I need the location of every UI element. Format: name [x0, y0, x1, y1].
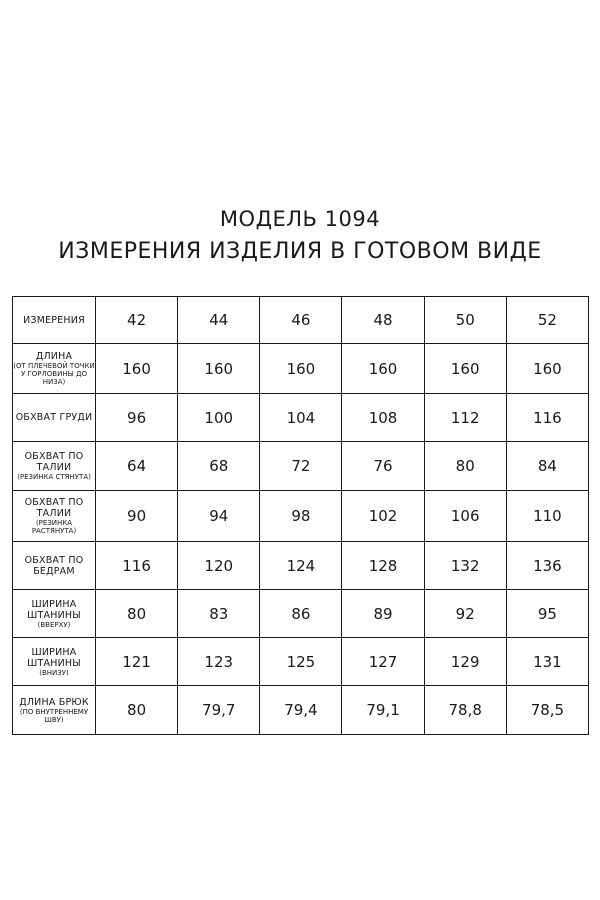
measurement-value-cell: 116	[506, 394, 588, 442]
measurement-label: ОБХВАТ ПО ТАЛИИ	[24, 497, 84, 519]
measurement-value-cell: 78,5	[506, 686, 588, 735]
measurement-value-cell: 132	[424, 542, 506, 590]
measurement-value-cell: 108	[342, 394, 424, 442]
measurement-value-cell: 92	[424, 590, 506, 638]
measurement-value-cell: 106	[424, 491, 506, 542]
measurement-row	[13, 638, 589, 686]
table-heading: ИЗМЕРЕНИЯ ИЗДЕЛИЯ В ГОТОВОМ ВИДЕ	[58, 239, 542, 264]
measurement-value-cell: 160	[260, 344, 342, 394]
measurement-value-cell: 64	[96, 442, 178, 491]
measurement-value-cell: 80	[424, 442, 506, 491]
measurement-label: ШИРИНА ШТАНИНЫ	[27, 598, 81, 621]
measurement-value-cell: 96	[96, 394, 178, 442]
measurement-note: (РЕЗИНКА СТЯНУТА)	[17, 473, 91, 481]
measurement-value-cell: 160	[96, 344, 178, 394]
measurement-value-cell: 95	[506, 590, 588, 638]
measurement-row	[13, 442, 589, 491]
measurement-value-cell: 80	[96, 590, 178, 638]
measurement-value-cell: 94	[178, 491, 260, 542]
header-row	[13, 297, 589, 344]
measurement-value-cell: 160	[178, 344, 260, 394]
measurement-note: (ВНИЗУ)	[39, 668, 69, 677]
measurement-note: (ПО ВНУТРЕННЕМУ ШВУ)	[19, 707, 89, 724]
measurement-label-cell	[13, 638, 96, 686]
measurement-note: (ВВЕРХУ)	[37, 620, 71, 629]
header-label-cell	[13, 297, 96, 344]
size-header-cell: 52	[506, 297, 588, 344]
measurement-value-cell: 72	[260, 442, 342, 491]
measurement-label: ДЛИНА	[35, 351, 73, 362]
measurement-label-cell	[13, 686, 96, 735]
measurement-value-cell: 127	[342, 638, 424, 686]
measurement-value-cell: 131	[506, 638, 588, 686]
measurement-label-cell	[13, 394, 96, 442]
measurement-value-cell: 121	[96, 638, 178, 686]
measurement-label-cell	[13, 590, 96, 638]
measurement-value-cell: 125	[260, 638, 342, 686]
measurement-value-cell: 104	[260, 394, 342, 442]
measurement-value-cell: 124	[260, 542, 342, 590]
measurement-label: ШИРИНА ШТАНИНЫ	[27, 646, 81, 669]
measurement-value-cell: 136	[506, 542, 588, 590]
measurement-value-cell: 100	[178, 394, 260, 442]
measurement-label-cell	[13, 542, 96, 590]
measurement-note: (РЕЗИНКА РАСТЯНУТА)	[31, 519, 77, 535]
measurement-row	[13, 491, 589, 542]
measurement-label: ОБХВАТ ПО БЕДРАМ	[24, 554, 84, 577]
measurement-value-cell: 78,8	[424, 686, 506, 735]
model-title: МОДЕЛЬ 1094	[219, 207, 381, 231]
measurement-row	[13, 686, 589, 735]
measurement-value-cell: 123	[178, 638, 260, 686]
measurement-value-cell: 84	[506, 442, 588, 491]
measurement-value-cell: 76	[342, 442, 424, 491]
measurement-value-cell: 102	[342, 491, 424, 542]
measurement-value-cell: 112	[424, 394, 506, 442]
size-header-cell: 48	[342, 297, 424, 344]
measurement-value-cell: 160	[342, 344, 424, 394]
measurement-value-cell: 129	[424, 638, 506, 686]
measurement-label-cell	[13, 344, 96, 394]
header-label: ИЗМЕРЕНИЯ	[23, 314, 85, 326]
measurement-value-cell: 79,7	[178, 686, 260, 735]
measurement-value-cell: 89	[342, 590, 424, 638]
size-header-cell: 44	[178, 297, 260, 344]
measurement-value-cell: 83	[178, 590, 260, 638]
measurement-value-cell: 79,1	[342, 686, 424, 735]
measurement-value-cell: 79,4	[260, 686, 342, 735]
measurement-label-cell	[13, 442, 96, 491]
measurement-value-cell: 160	[506, 344, 588, 394]
measurement-row	[13, 590, 589, 638]
size-chart-body	[13, 297, 589, 735]
size-header-cell: 42	[96, 297, 178, 344]
measurement-row	[13, 542, 589, 590]
measurement-value-cell: 120	[178, 542, 260, 590]
measurement-label-cell	[13, 491, 96, 542]
measurement-value-cell: 68	[178, 442, 260, 491]
measurement-value-cell: 110	[506, 491, 588, 542]
measurement-label: ДЛИНА БРЮК	[19, 696, 89, 708]
measurement-value-cell: 86	[260, 590, 342, 638]
measurement-value-cell: 90	[96, 491, 178, 542]
measurement-row	[13, 344, 589, 394]
measurement-value-cell: 128	[342, 542, 424, 590]
measurement-label: ОБХВАТ ГРУДИ	[15, 412, 93, 423]
size-chart-table	[12, 296, 589, 735]
measurement-value-cell: 80	[96, 686, 178, 735]
measurement-value-cell: 160	[424, 344, 506, 394]
size-header-cell: 50	[424, 297, 506, 344]
measurement-value-cell: 116	[96, 542, 178, 590]
measurement-row	[13, 394, 589, 442]
size-header-cell: 46	[260, 297, 342, 344]
measurement-note: (ОТ ПЛЕЧЕВОЙ ТОЧКИ У ГОРЛОВИНЫ ДО НИЗА)	[13, 362, 95, 386]
measurement-label: ОБХВАТ ПО ТАЛИИ	[24, 451, 84, 473]
measurement-value-cell: 98	[260, 491, 342, 542]
